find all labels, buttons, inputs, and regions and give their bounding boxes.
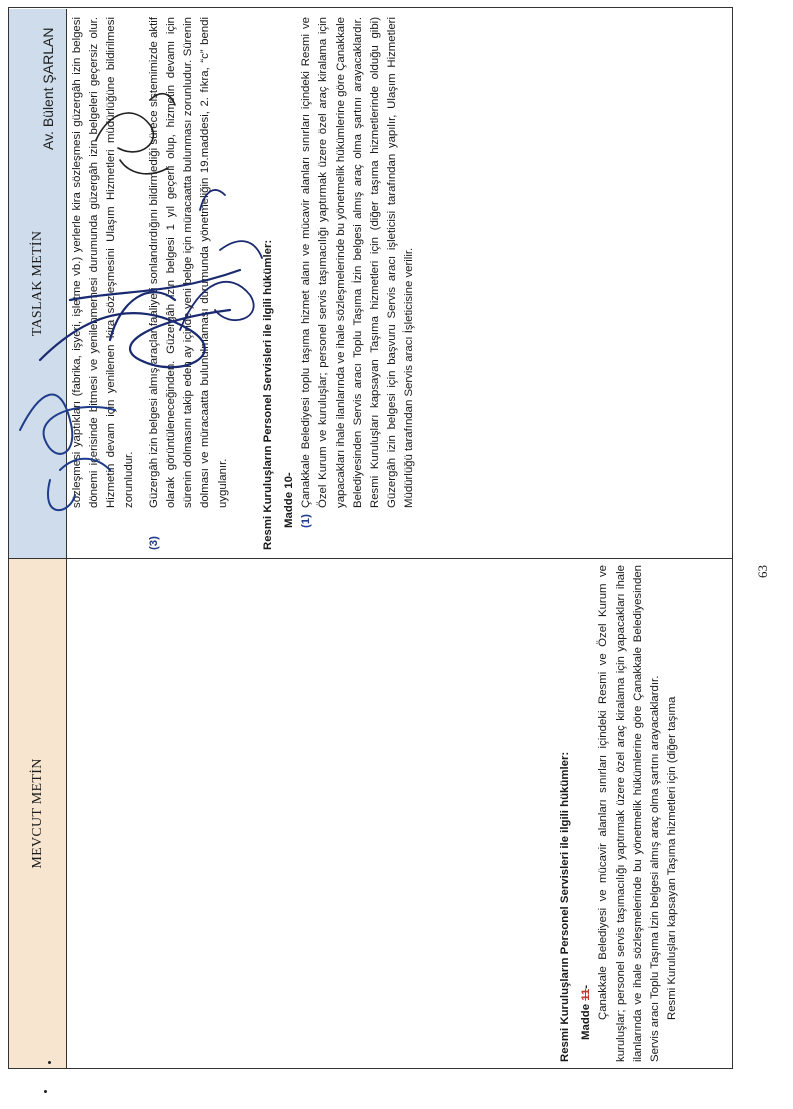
taslak-item-3 [146, 17, 232, 550]
mevcut-madde-label: Madde [580, 1003, 593, 1040]
mevcut-paragraph-1: Çanakkale Belediyesi ve mücavir alanları sınırları içindeki Resmi ve Özel Kurum ve kuruluşlar; personel servis taşımacılığı yaptırmak üzere özel araç kiralama için yapacakları ihale ilanlarında ve ihale sözleşmelerinde bu yönetmelik hükümlerine göre Çanakkale Belediyesinden Servis aracı Toplu Taşıma İzin belgesi almış araç olma şartını arayacaklardır. [597, 565, 662, 1062]
mevcut-header: MEVCUT METİN [9, 559, 67, 1068]
comparison-table [8, 7, 733, 1069]
mevcut-section-title: Resmi Kuruluşların Personel Servisleri ile ilgili hükümler: [559, 751, 571, 1062]
scan-speck [44, 1090, 47, 1093]
scan-speck [48, 1061, 51, 1064]
taslak-body [69, 17, 419, 550]
taslak-paragraph-cont: sözleşmesi yaptıkları (fabrika, işyeri, işletme vb.) yerlerle kira sözleşmesi güzergâh izin belgesi dönemi içerisinde bitmesi ve yenilenmemesi durumunda güzergâh izin belgeleri geçersiz olur. Hizmetin devam için yenilenen kira sözleşmesini Ulaşım Hizmetleri müdürlüğüne bildirilmesi zorunludur. [71, 17, 135, 508]
mevcut-paragraph-2: Resmi Kuruluşları kapsayan Taşıma hizmetleri için (diğer taşıma [666, 696, 679, 1020]
taslak-item-1-text: Çanakkale Belediyesi toplu taşıma hizmet alanı ve mücavir alanları sınırları içindeki Resmi ve Özel Kurum ve kuruluşlar; personel servis taşımacılığı yaptırmak üzere özel araç kiralama için yapacakları ihale ilanlarında ve ihale sözleşmelerinde bu yönetmelik hükümlerine göre Çanakkale Belediyesinden Servis aracı Toplu Taşıma İzin belgesi almış araç olma şartını arayacaklardır. Resmi Kuruluşları kapsayan Taşıma hizmetleri için (diğer taşıma hizmetlerinde olduğu gibi) Güzergâh izin belgesi için başvuru Servis aracı işleticisi tarafından yapılır, Ulaşım Hizmetleri Müdürlüğü tarafından Servis aracı İşleticisine verilir. [300, 17, 416, 508]
taslak-item-3-text: Güzergâh izin belgesi almış araçlar faaliyeti sonlandırdığını bildirmediği sürece sistemimizde aktif olarak görüntüleneceğinden. Güzergâh izin belgesi 1 yıl geçerli olup, hizmetin devamı için sürenin dolmasını takip eden ay içinde yeni belge için müracaatta bulunması zorunludur. Sürenin dolması ve müracaatta bulunulmaması durumunda yönetmeliğin 19.maddesi, 2. fıkra, “c” bendi uygulanır. [147, 17, 229, 508]
taslak-section-title: Resmi Kuruluşların Personel Servisleri ile ilgili hükümler: [261, 239, 274, 550]
mevcut-body [557, 565, 681, 1062]
taslak-madde-title: Madde 10- [283, 472, 296, 528]
taslak-header: TASLAK METİN [9, 9, 67, 558]
taslak-column [9, 9, 732, 558]
mevcut-madde-title [578, 565, 595, 1062]
mevcut-madde-dash: - [580, 984, 593, 989]
signer-name: Av. Bülent ŞARLAN [40, 27, 56, 150]
mevcut-column [9, 558, 732, 1068]
mevcut-madde-old-number: 11 [580, 988, 593, 1001]
taslak-item-1 [298, 17, 418, 550]
page-number: 63 [755, 565, 770, 578]
taslak-item-3-number: (3) [147, 536, 160, 550]
taslak-item-1-number: (1) [300, 514, 313, 528]
